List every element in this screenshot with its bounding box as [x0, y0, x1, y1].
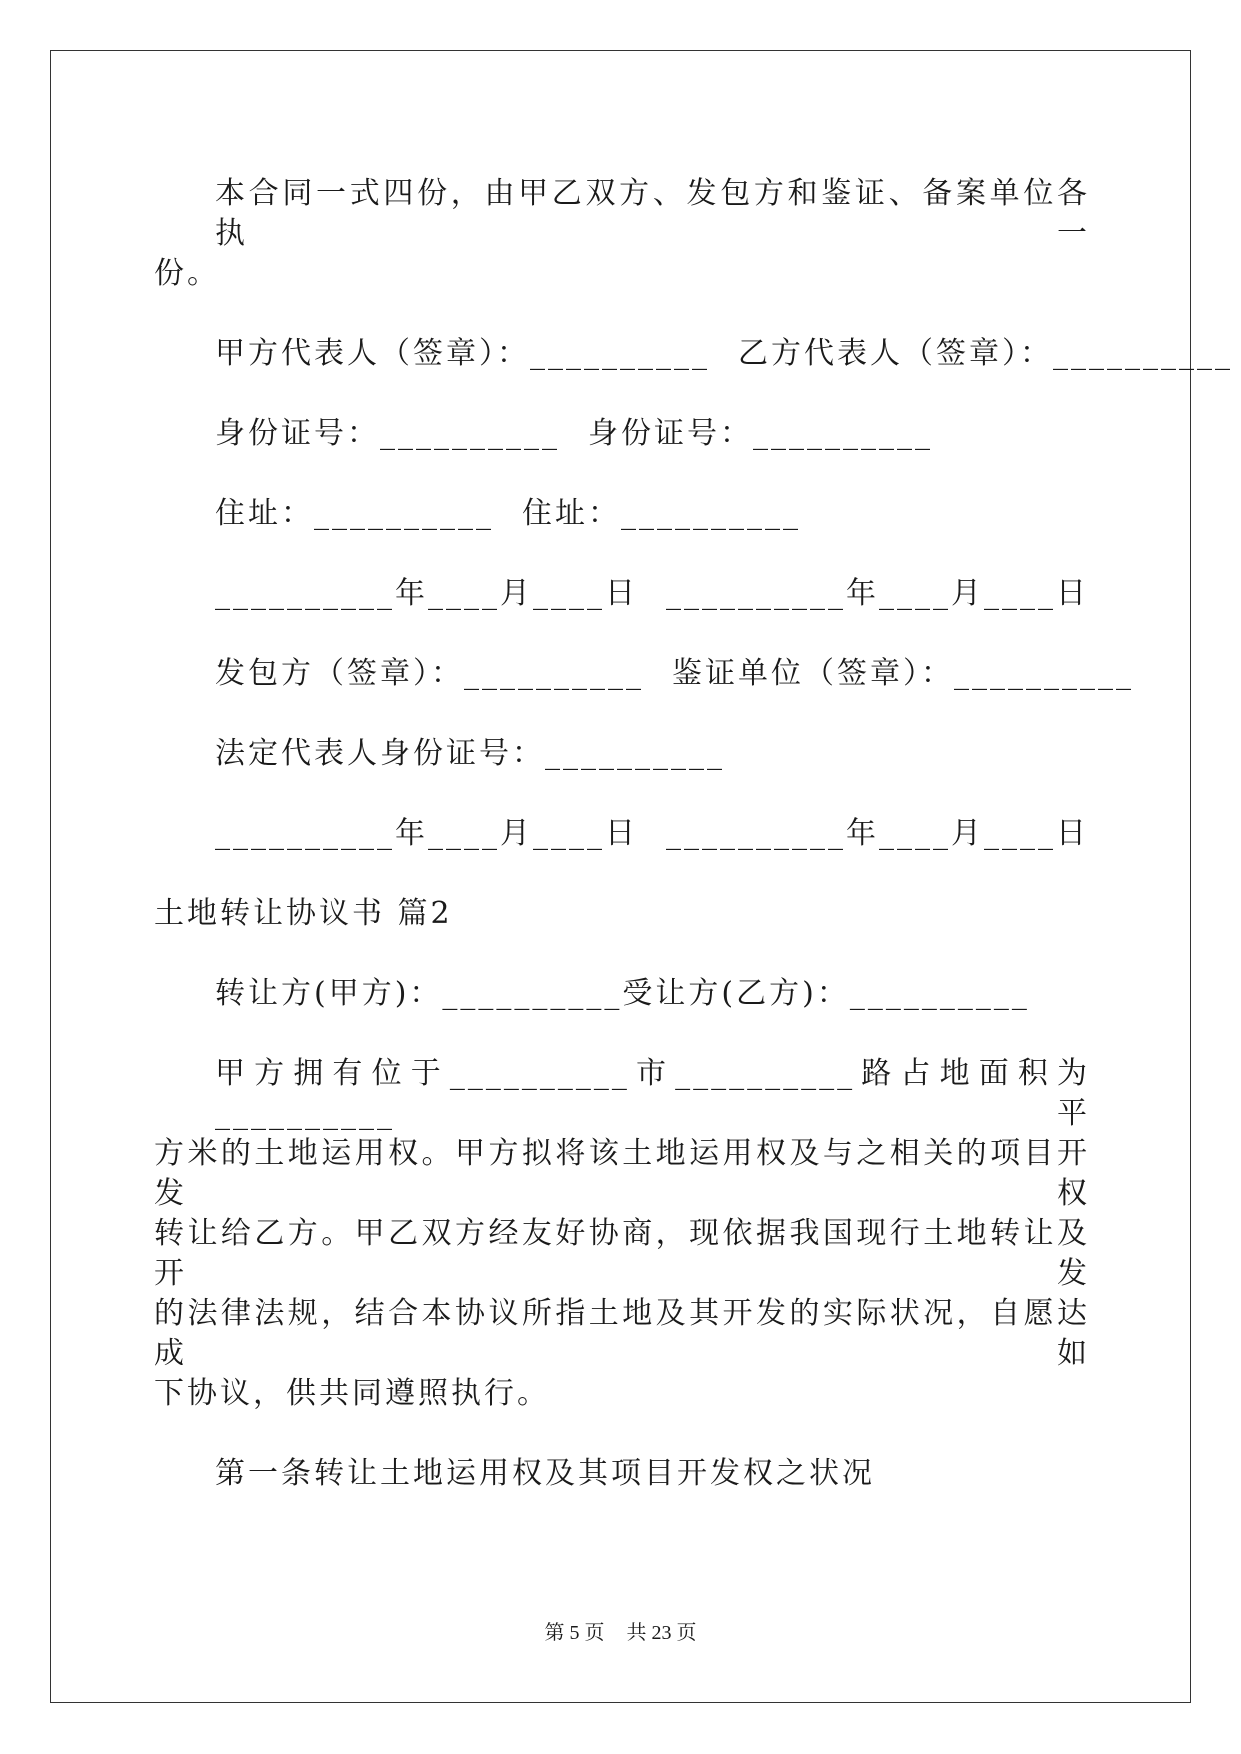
section-heading: 土地转让协议书 篇2 — [154, 896, 453, 931]
party-b-id: 身份证号：__________ — [588, 416, 933, 451]
signature-row-units — [215, 654, 1134, 694]
transferor-field: 转让方(甲方)：__________ — [215, 976, 623, 1011]
body-line-4: 的法律法规，结合本协议所指土地及其开发的实际状况，自愿达成如 — [154, 1296, 1090, 1371]
page-total: 共 23 页 — [626, 1622, 697, 1644]
paragraph-1-line-1: 本合同一式四份，由甲乙双方、发包方和鉴证、备案单位各执一 — [215, 176, 1090, 251]
page-footer — [0, 1616, 1241, 1645]
legal-rep-id: 法定代表人身份证号：__________ — [215, 736, 725, 771]
parties-row — [215, 974, 1030, 1014]
date-row-1 — [215, 574, 1089, 614]
body-line-1: 甲方拥有位于__________市__________路占地面积为__________平 — [215, 1056, 1090, 1131]
contractor-signature: 发包方（签章）：__________ — [215, 656, 644, 691]
body-line-3: 转让给乙方。甲乙双方经友好协商，现依据我国现行土地转让及开发 — [154, 1216, 1090, 1291]
address-row — [215, 494, 801, 534]
party-a-rep-signature: 甲方代表人（签章）：__________ — [215, 336, 710, 371]
signature-row-reps — [215, 334, 1233, 374]
party-a-address: 住址：__________ — [215, 496, 494, 531]
contractor-date: __________年____月____日 — [215, 816, 638, 851]
id-row — [215, 414, 933, 454]
verifier-signature: 鉴证单位（签章）：__________ — [672, 656, 1134, 691]
page-number: 第 5 页 — [544, 1622, 605, 1644]
transferee-field: 受让方(乙方)：__________ — [622, 976, 1030, 1011]
paragraph-1-line-2: 份。 — [154, 256, 220, 291]
article-1-title: 第一条转让土地运用权及其项目开发权之状况 — [215, 1456, 875, 1491]
date-row-2 — [215, 814, 1089, 854]
body-line-5: 下协议，供共同遵照执行。 — [154, 1376, 550, 1411]
verifier-date: __________年____月____日 — [666, 816, 1089, 851]
party-b-date: __________年____月____日 — [666, 576, 1089, 611]
party-b-address: 住址：__________ — [522, 496, 801, 531]
party-b-rep-signature: 乙方代表人（签章）：__________ — [738, 336, 1233, 371]
party-a-date: __________年____月____日 — [215, 576, 638, 611]
body-line-2: 方米的土地运用权。甲方拟将该土地运用权及与之相关的项目开发权 — [154, 1136, 1090, 1211]
party-a-id: 身份证号：__________ — [215, 416, 560, 451]
